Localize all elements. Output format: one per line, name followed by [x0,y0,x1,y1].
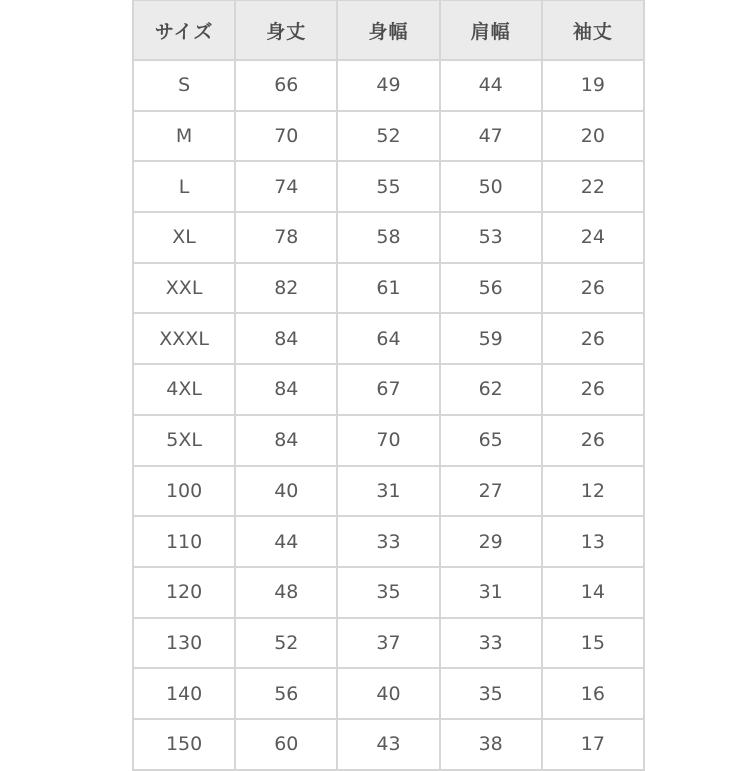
cell-shoulder-width: 33 [440,618,542,669]
cell-size: XXL [133,263,235,314]
cell-shoulder-width: 47 [440,111,542,162]
cell-shoulder-width: 35 [440,668,542,719]
table-body [133,60,644,770]
cell-body-width: 31 [337,466,439,517]
cell-body-width: 55 [337,161,439,212]
cell-size: XXXL [133,313,235,364]
table-row [133,415,644,466]
cell-body-length: 84 [235,364,337,415]
cell-sleeve-length: 24 [542,212,644,263]
cell-body-length: 84 [235,313,337,364]
cell-shoulder-width: 65 [440,415,542,466]
cell-size: S [133,60,235,111]
cell-body-width: 33 [337,516,439,567]
cell-body-length: 52 [235,618,337,669]
header-body-length: 身丈 [235,0,337,60]
cell-size: 150 [133,719,235,770]
header-sleeve-length: 袖丈 [542,0,644,60]
cell-body-length: 84 [235,415,337,466]
cell-body-length: 70 [235,111,337,162]
cell-body-width: 35 [337,567,439,618]
cell-size: 140 [133,668,235,719]
cell-body-length: 48 [235,567,337,618]
cell-body-length: 60 [235,719,337,770]
cell-body-width: 61 [337,263,439,314]
cell-body-width: 40 [337,668,439,719]
cell-body-width: 37 [337,618,439,669]
table-row [133,516,644,567]
cell-shoulder-width: 50 [440,161,542,212]
cell-size: 110 [133,516,235,567]
cell-shoulder-width: 44 [440,60,542,111]
cell-shoulder-width: 27 [440,466,542,517]
cell-size: 100 [133,466,235,517]
cell-sleeve-length: 26 [542,364,644,415]
header-size: サイズ [133,0,235,60]
cell-size: 120 [133,567,235,618]
cell-body-width: 43 [337,719,439,770]
header-shoulder-width: 肩幅 [440,0,542,60]
table-row [133,719,644,770]
cell-body-length: 56 [235,668,337,719]
cell-size: 5XL [133,415,235,466]
cell-body-length: 82 [235,263,337,314]
cell-size: L [133,161,235,212]
table-row [133,212,644,263]
cell-shoulder-width: 31 [440,567,542,618]
table-row [133,111,644,162]
cell-sleeve-length: 16 [542,668,644,719]
table-row [133,263,644,314]
cell-body-width: 67 [337,364,439,415]
cell-sleeve-length: 26 [542,313,644,364]
cell-sleeve-length: 26 [542,263,644,314]
table-row [133,668,644,719]
table-row [133,567,644,618]
cell-shoulder-width: 56 [440,263,542,314]
cell-shoulder-width: 29 [440,516,542,567]
cell-sleeve-length: 19 [542,60,644,111]
cell-body-length: 78 [235,212,337,263]
cell-shoulder-width: 62 [440,364,542,415]
table-row [133,161,644,212]
cell-size: XL [133,212,235,263]
cell-sleeve-length: 17 [542,719,644,770]
cell-body-width: 49 [337,60,439,111]
table-row [133,364,644,415]
table-row [133,618,644,669]
cell-sleeve-length: 14 [542,567,644,618]
table-row [133,466,644,517]
cell-body-width: 58 [337,212,439,263]
cell-sleeve-length: 12 [542,466,644,517]
cell-size: M [133,111,235,162]
cell-body-width: 64 [337,313,439,364]
header-body-width: 身幅 [337,0,439,60]
cell-sleeve-length: 20 [542,111,644,162]
cell-body-length: 74 [235,161,337,212]
cell-body-length: 66 [235,60,337,111]
table-row [133,60,644,111]
cell-body-length: 44 [235,516,337,567]
cell-sleeve-length: 15 [542,618,644,669]
cell-sleeve-length: 22 [542,161,644,212]
cell-body-width: 52 [337,111,439,162]
cell-shoulder-width: 59 [440,313,542,364]
cell-shoulder-width: 38 [440,719,542,770]
header-row [133,0,644,60]
cell-body-length: 40 [235,466,337,517]
cell-body-width: 70 [337,415,439,466]
size-chart-table [132,0,645,771]
table-row [133,313,644,364]
cell-shoulder-width: 53 [440,212,542,263]
cell-size: 4XL [133,364,235,415]
cell-size: 130 [133,618,235,669]
cell-sleeve-length: 26 [542,415,644,466]
cell-sleeve-length: 13 [542,516,644,567]
